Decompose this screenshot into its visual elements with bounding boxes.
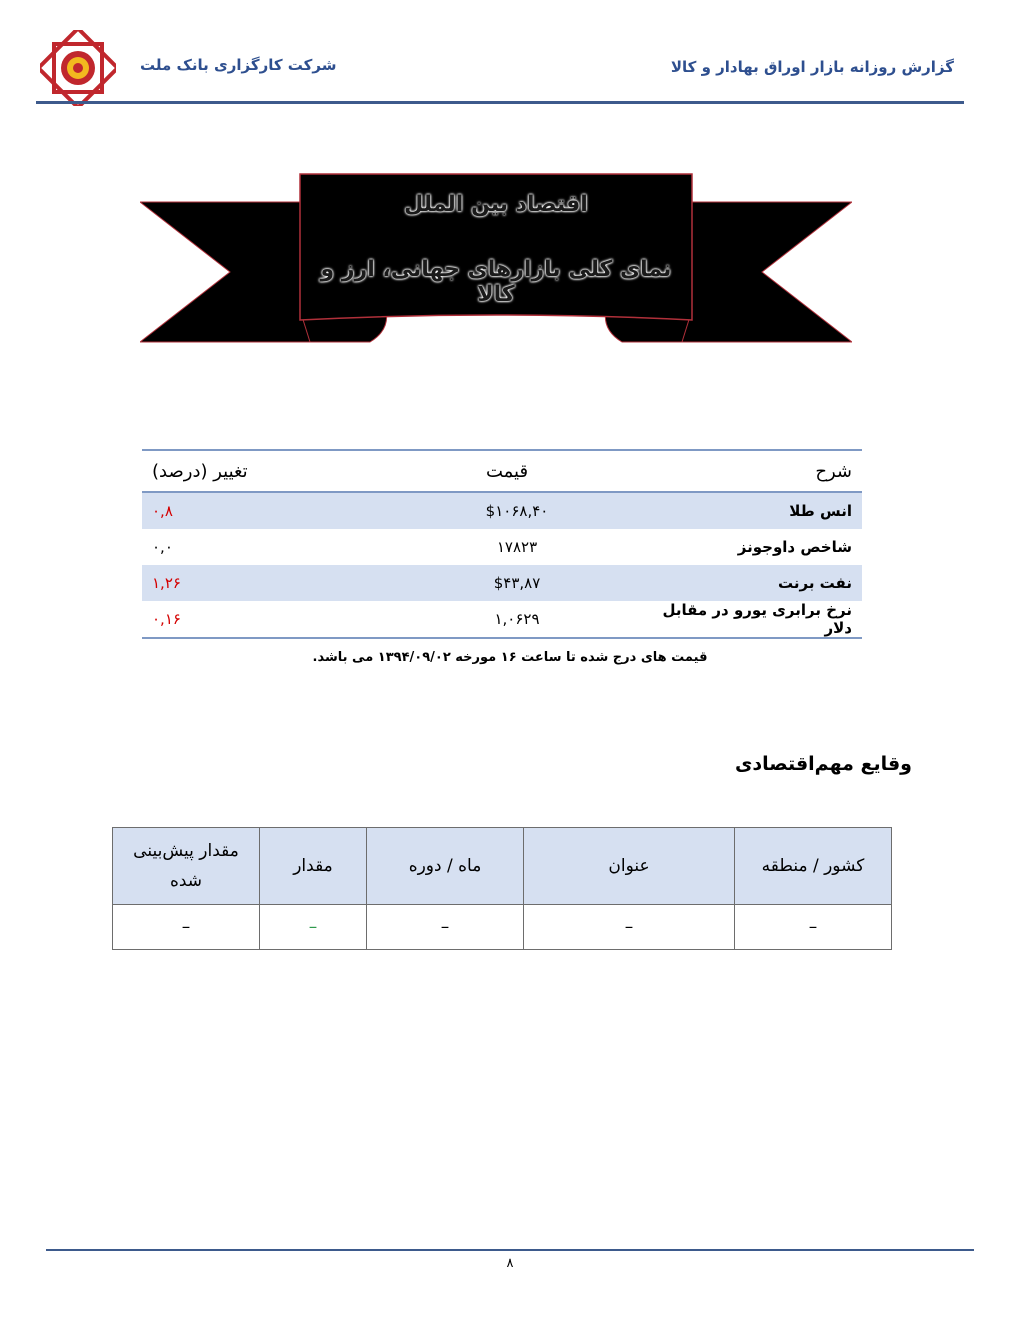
cell-title: – xyxy=(524,905,735,950)
table-row xyxy=(142,601,862,638)
row-name: نفت برنت xyxy=(642,565,862,601)
table-row xyxy=(142,529,862,565)
cell-forecast: – xyxy=(113,905,260,950)
page-number: ۸ xyxy=(506,1256,514,1271)
row-name: انس طلا xyxy=(642,492,862,529)
company-name: شرکت کارگزاری بانک ملت xyxy=(140,56,337,74)
table-header-row xyxy=(113,828,892,905)
header-divider xyxy=(36,101,964,104)
col-header-title: عنوان xyxy=(524,828,735,905)
cell-actual: – xyxy=(260,905,367,950)
col-header-period: ماه / دوره xyxy=(367,828,524,905)
row-name: نرخ برابری یورو در مقابل دلار xyxy=(642,601,862,638)
footer-divider xyxy=(46,1249,974,1251)
col-header-country: کشور / منطقه xyxy=(735,828,892,905)
banner-line-2: نمای کلی بازارهای جهانی، ارز و کالا xyxy=(320,257,672,307)
row-change: ۱,۲۶ xyxy=(142,565,342,601)
row-price: ۱,۰۶۲۹ xyxy=(342,601,642,638)
row-change: ۰,۱۶ xyxy=(142,601,342,638)
col-header-change: تغییر (درصد) xyxy=(142,450,342,492)
events-section-title: وقایع مهم‌اقتصادی xyxy=(734,753,912,775)
row-price: $۴۳,۸۷ xyxy=(342,565,642,601)
row-change: ۰,۰ xyxy=(152,538,173,556)
cell-period: – xyxy=(367,905,524,950)
bank-mellat-logo xyxy=(40,30,116,106)
col-header-description: شرح xyxy=(642,450,862,492)
col-header-actual: مقدار xyxy=(260,828,367,905)
col-header-forecast: مقدار پیش‌بینی شده xyxy=(113,828,260,905)
banner-title xyxy=(300,180,692,307)
table-header-row xyxy=(142,450,862,492)
table-row xyxy=(142,492,862,529)
price-timestamp-note: قیمت های درج شده تا ساعت ۱۶ مورخه ۱۳۹۴/۰۹/۰۲ می باشد. xyxy=(312,650,708,665)
cell-country: – xyxy=(735,905,892,950)
banner-line-1: اقتصاد بین الملل xyxy=(404,192,588,217)
row-name: شاخص داوجونز xyxy=(737,538,852,556)
col-header-price: قیمت xyxy=(342,450,642,492)
table-row xyxy=(142,565,862,601)
market-prices-table xyxy=(142,449,862,639)
economic-events-table xyxy=(112,827,892,950)
report-title: گزارش روزانه بازار اوراق بهادار و کالا xyxy=(670,58,954,76)
table-row xyxy=(113,905,892,950)
row-price: $۱۰۶۸,۴۰ xyxy=(342,492,642,529)
row-price: ۱۷۸۲۳ xyxy=(496,538,538,556)
row-change: ۰,۸ xyxy=(142,492,342,529)
